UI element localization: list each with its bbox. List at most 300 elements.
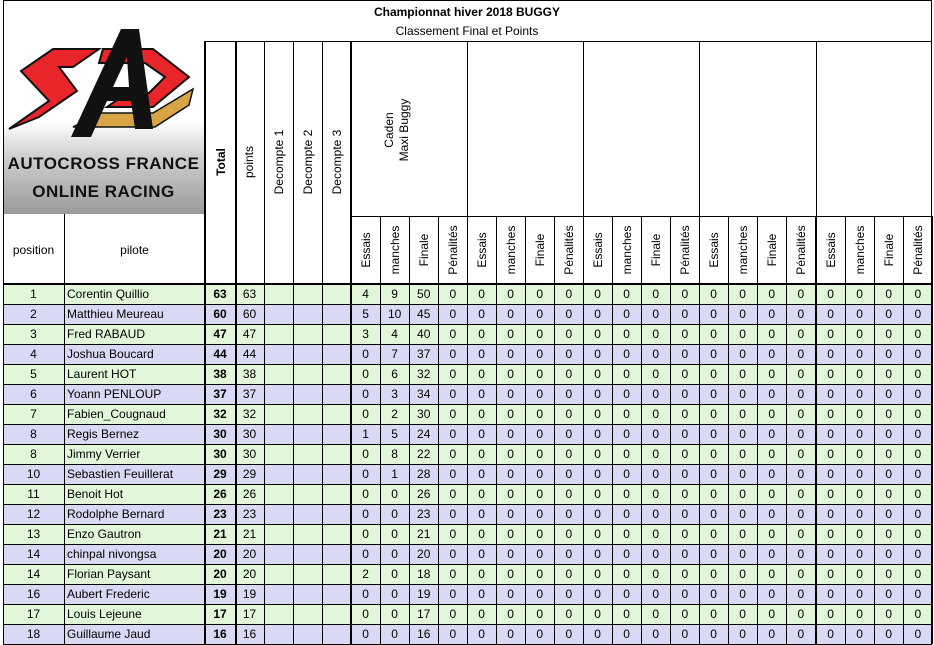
event-value-cell: 0 bbox=[827, 427, 834, 441]
event-value-cell: 0 bbox=[797, 387, 805, 401]
subheader-0: Essais bbox=[474, 232, 489, 268]
logo-emblem-icon bbox=[3, 9, 204, 159]
event-value-cell: 0 bbox=[914, 287, 922, 301]
event-value-cell: 0 bbox=[914, 567, 922, 581]
event-value-cell: 0 bbox=[768, 367, 776, 381]
event-value-cell: 0 bbox=[623, 327, 630, 341]
event-value-cell: 0 bbox=[362, 507, 369, 521]
event-value-cell: 0 bbox=[885, 407, 893, 421]
pilote-cell: Rodolphe Bernard bbox=[67, 507, 165, 521]
event-value-cell: 0 bbox=[914, 427, 922, 441]
total-cell: 26 bbox=[213, 487, 227, 501]
event-value-cell: 0 bbox=[391, 507, 398, 521]
event-value-cell: 0 bbox=[594, 367, 601, 381]
points-cell: 20 bbox=[242, 547, 257, 561]
event-value-cell: 0 bbox=[536, 347, 544, 361]
col-header-total: Total bbox=[214, 148, 228, 176]
event-value-cell: 0 bbox=[739, 367, 746, 381]
event-value-cell: 0 bbox=[594, 547, 601, 561]
event-value-cell: 0 bbox=[681, 527, 689, 541]
event-value-cell: 0 bbox=[507, 487, 514, 501]
subheader-2: Finale bbox=[532, 233, 547, 267]
event-value-cell: 0 bbox=[594, 467, 601, 481]
event-value-cell: 0 bbox=[478, 447, 485, 461]
subheader-0: Essais bbox=[358, 232, 373, 268]
event-value-cell: 0 bbox=[768, 527, 776, 541]
subheader-1: manches bbox=[387, 225, 402, 275]
event-value-cell: 0 bbox=[536, 307, 544, 321]
total-cell: 47 bbox=[213, 327, 227, 341]
pilote-cell: chinpal nivongsa bbox=[67, 547, 157, 561]
event-value-cell: 0 bbox=[885, 587, 893, 601]
event-value-cell: 0 bbox=[594, 387, 601, 401]
event-value-cell: 0 bbox=[507, 287, 514, 301]
event-value-cell: 0 bbox=[507, 627, 514, 641]
grid-vline bbox=[903, 216, 904, 644]
pos-cell: 14 bbox=[26, 547, 41, 561]
event-value-cell: 0 bbox=[565, 467, 573, 481]
event-value-cell: 10 bbox=[387, 307, 402, 321]
event-value-cell: 0 bbox=[623, 467, 630, 481]
event-value-cell: 0 bbox=[797, 607, 805, 621]
event-value-cell: 0 bbox=[827, 447, 834, 461]
event-value-cell: 0 bbox=[507, 527, 514, 541]
event-value-cell: 0 bbox=[710, 567, 717, 581]
event-value-cell: 0 bbox=[768, 387, 776, 401]
subheader-1: manches bbox=[503, 225, 518, 275]
subheader-2: Finale bbox=[764, 233, 779, 267]
total-cell: 60 bbox=[213, 307, 227, 321]
event-value-cell: 0 bbox=[565, 567, 573, 581]
event-value-cell: 0 bbox=[885, 467, 893, 481]
event-value-cell: 0 bbox=[827, 527, 834, 541]
event-value-cell: 0 bbox=[856, 367, 863, 381]
event-value-cell: 0 bbox=[565, 607, 573, 621]
total-cell: 30 bbox=[213, 447, 227, 461]
grid-vline bbox=[874, 216, 875, 644]
event-value-cell: 0 bbox=[536, 527, 544, 541]
event-value-cell: 0 bbox=[652, 367, 660, 381]
autocross-logo bbox=[3, 9, 204, 214]
event-value-cell: 0 bbox=[885, 427, 893, 441]
event-value-cell: 0 bbox=[739, 307, 746, 321]
pilote-cell: Florian Paysant bbox=[67, 567, 151, 581]
event-value-cell: 0 bbox=[449, 587, 457, 601]
subheader-0: Essais bbox=[590, 232, 605, 268]
event-value-cell: 0 bbox=[594, 567, 601, 581]
event-value-cell: 0 bbox=[478, 287, 485, 301]
event-value-cell: 0 bbox=[507, 447, 514, 461]
event-value-cell: 0 bbox=[827, 407, 834, 421]
event-value-cell: 0 bbox=[594, 307, 601, 321]
event-value-cell: 0 bbox=[856, 347, 863, 361]
event-value-cell: 0 bbox=[797, 287, 805, 301]
event-value-cell: 0 bbox=[536, 427, 544, 441]
event-value-cell: 20 bbox=[417, 547, 431, 561]
event-value-cell: 0 bbox=[768, 607, 776, 621]
pilote-cell: Guillaume Jaud bbox=[67, 627, 151, 641]
event-value-cell: 0 bbox=[623, 607, 630, 621]
event-value-cell: 0 bbox=[885, 627, 893, 641]
event-value-cell: 0 bbox=[507, 327, 514, 341]
event-value-cell: 0 bbox=[478, 547, 485, 561]
event-value-cell: 0 bbox=[739, 587, 746, 601]
event-value-cell: 0 bbox=[507, 567, 514, 581]
event-value-cell: 30 bbox=[417, 407, 431, 421]
event-value-cell: 17 bbox=[417, 607, 431, 621]
event-value-cell: 0 bbox=[710, 367, 717, 381]
event-value-cell: 21 bbox=[417, 527, 431, 541]
grid-vline bbox=[264, 41, 265, 644]
event-value-cell: 0 bbox=[391, 627, 398, 641]
event-value-cell: 0 bbox=[914, 307, 922, 321]
event-value-cell: 0 bbox=[478, 587, 485, 601]
event-value-cell: 0 bbox=[507, 507, 514, 521]
grid-hline bbox=[205, 41, 932, 42]
event-value-cell: 22 bbox=[417, 447, 431, 461]
event-value-cell: 0 bbox=[449, 447, 457, 461]
event-value-cell: 7 bbox=[391, 347, 398, 361]
event-value-cell: 0 bbox=[623, 487, 630, 501]
event-value-cell: 45 bbox=[417, 307, 431, 321]
event-value-cell: 0 bbox=[478, 387, 485, 401]
col-header-pilote: pilote bbox=[120, 243, 149, 257]
pos-cell: 18 bbox=[26, 627, 41, 641]
event-value-cell: 0 bbox=[681, 487, 689, 501]
event-value-cell: 0 bbox=[827, 287, 834, 301]
event-value-cell: 40 bbox=[417, 327, 431, 341]
grid-vline bbox=[3, 214, 4, 644]
event-value-cell: 0 bbox=[739, 427, 746, 441]
grid-vline bbox=[815, 216, 816, 644]
event-value-cell: 0 bbox=[856, 447, 863, 461]
event-value-cell: 0 bbox=[710, 347, 717, 361]
event-value-cell: 0 bbox=[827, 307, 834, 321]
grid-vline bbox=[728, 216, 729, 644]
event-value-cell: 0 bbox=[768, 307, 776, 321]
event-value-cell: 0 bbox=[623, 507, 630, 521]
event-value-cell: 0 bbox=[885, 547, 893, 561]
event-value-cell: 0 bbox=[681, 587, 689, 601]
event-value-cell: 0 bbox=[681, 507, 689, 521]
grid-vline bbox=[322, 41, 323, 644]
event-value-cell: 0 bbox=[681, 407, 689, 421]
event-value-cell: 0 bbox=[362, 447, 369, 461]
event-value-cell: 0 bbox=[507, 387, 514, 401]
event-value-cell: 0 bbox=[478, 527, 485, 541]
event-value-cell: 0 bbox=[710, 327, 717, 341]
pilote-cell: Corentin Quillio bbox=[67, 287, 150, 301]
event-value-cell: 0 bbox=[914, 487, 922, 501]
points-cell: 32 bbox=[242, 407, 257, 421]
event-value-cell: 0 bbox=[710, 407, 717, 421]
points-cell: 20 bbox=[242, 567, 257, 581]
event-value-cell: 0 bbox=[652, 607, 660, 621]
event-value-cell: 9 bbox=[391, 287, 398, 301]
event-value-cell: 0 bbox=[768, 407, 776, 421]
pilote-cell: Benoit Hot bbox=[67, 487, 124, 501]
event-value-cell: 0 bbox=[739, 527, 746, 541]
event-value-cell: 0 bbox=[507, 607, 514, 621]
event-value-cell: 0 bbox=[449, 427, 457, 441]
event-value-cell: 0 bbox=[594, 327, 601, 341]
event-value-cell: 0 bbox=[652, 487, 660, 501]
event-value-cell: 0 bbox=[391, 487, 398, 501]
event-value-cell: 0 bbox=[681, 387, 689, 401]
event-value-cell: 0 bbox=[507, 307, 514, 321]
points-cell: 17 bbox=[242, 607, 257, 621]
event-value-cell: 0 bbox=[594, 447, 601, 461]
pilote-cell: Enzo Gautron bbox=[67, 527, 142, 541]
pilote-cell: Laurent HOT bbox=[67, 367, 137, 381]
event-value-cell: 0 bbox=[478, 487, 485, 501]
subheader-1: manches bbox=[619, 225, 634, 275]
event-value-cell: 19 bbox=[417, 587, 431, 601]
event-value-cell: 0 bbox=[623, 447, 630, 461]
grid-vline bbox=[699, 216, 700, 644]
event-value-cell: 0 bbox=[507, 547, 514, 561]
event-value-cell: 0 bbox=[652, 467, 660, 481]
grid-vline bbox=[293, 41, 294, 644]
pilote-cell: Matthieu Meureau bbox=[67, 307, 164, 321]
event-value-cell: 0 bbox=[565, 307, 573, 321]
event-value-cell: 0 bbox=[739, 467, 746, 481]
subheader-3: Pénalités bbox=[445, 225, 460, 275]
event-value-cell: 0 bbox=[768, 447, 776, 461]
event-value-cell: 0 bbox=[885, 287, 893, 301]
event-value-cell: 0 bbox=[885, 507, 893, 521]
points-cell: 29 bbox=[242, 467, 257, 481]
event-value-cell: 0 bbox=[565, 487, 573, 501]
event-value-cell: 0 bbox=[914, 387, 922, 401]
grid-vline bbox=[3, 0, 4, 214]
event-value-cell: 0 bbox=[681, 627, 689, 641]
event-value-cell: 0 bbox=[594, 487, 601, 501]
grid-vline bbox=[757, 216, 758, 644]
grid-vline bbox=[380, 216, 381, 644]
event-value-cell: 0 bbox=[536, 447, 544, 461]
event-value-cell: 5 bbox=[391, 427, 398, 441]
event-value-cell: 0 bbox=[856, 507, 863, 521]
event-value-cell: 0 bbox=[739, 447, 746, 461]
event-value-cell: 0 bbox=[478, 367, 485, 381]
event-value-cell: 0 bbox=[449, 607, 457, 621]
event-value-cell: 0 bbox=[768, 567, 776, 581]
event-value-cell: 0 bbox=[681, 347, 689, 361]
event-value-cell: 0 bbox=[652, 427, 660, 441]
event-value-cell: 0 bbox=[739, 347, 746, 361]
event-value-cell: 26 bbox=[417, 487, 431, 501]
event-value-cell: 0 bbox=[623, 407, 630, 421]
event-value-cell: 0 bbox=[391, 547, 398, 561]
event-value-cell: 0 bbox=[797, 487, 805, 501]
event-value-cell: 16 bbox=[417, 627, 431, 641]
pilote-cell: Regis Bernez bbox=[67, 427, 140, 441]
points-cell: 63 bbox=[242, 287, 257, 301]
event-value-cell: 0 bbox=[449, 467, 457, 481]
event-value-cell: 0 bbox=[362, 347, 369, 361]
grid-vline bbox=[438, 216, 439, 644]
subheader-2: Finale bbox=[881, 233, 896, 267]
event-value-cell: 0 bbox=[710, 467, 717, 481]
event-value-cell: 0 bbox=[856, 407, 863, 421]
grid-vline bbox=[204, 41, 206, 644]
grid-vline bbox=[845, 216, 846, 644]
event-value-cell: 0 bbox=[362, 367, 369, 381]
event-value-cell: 0 bbox=[827, 547, 834, 561]
event-value-cell: 0 bbox=[768, 427, 776, 441]
event-value-cell: 0 bbox=[623, 287, 630, 301]
event-value-cell: 0 bbox=[536, 487, 544, 501]
event-value-cell: 0 bbox=[536, 607, 544, 621]
event-value-cell: 0 bbox=[856, 287, 863, 301]
event-value-cell: 0 bbox=[362, 407, 369, 421]
event-value-cell: 0 bbox=[681, 427, 689, 441]
event-value-cell: 0 bbox=[768, 287, 776, 301]
points-cell: 30 bbox=[242, 427, 257, 441]
event-value-cell: 0 bbox=[536, 627, 544, 641]
subheader-0: Essais bbox=[706, 232, 721, 268]
event-value-cell: 0 bbox=[623, 527, 630, 541]
event-value-cell: 0 bbox=[739, 287, 746, 301]
event-value-cell: 6 bbox=[391, 367, 398, 381]
event-value-cell: 0 bbox=[362, 627, 369, 641]
pos-cell: 12 bbox=[26, 507, 41, 521]
grid-vline bbox=[786, 216, 787, 644]
event-value-cell: 0 bbox=[739, 567, 746, 581]
pos-cell: 16 bbox=[26, 587, 41, 601]
pilote-cell: Fabien_Cougnaud bbox=[67, 407, 166, 421]
event-value-cell: 0 bbox=[797, 467, 805, 481]
event-value-cell: 0 bbox=[885, 307, 893, 321]
grid-vline bbox=[467, 216, 468, 644]
event-value-cell: 0 bbox=[565, 427, 573, 441]
event-value-cell: 0 bbox=[797, 587, 805, 601]
event-value-cell: 0 bbox=[914, 587, 922, 601]
points-cell: 44 bbox=[242, 347, 257, 361]
event-value-cell: 0 bbox=[856, 487, 863, 501]
col-header-points: points bbox=[242, 145, 256, 179]
event-value-cell: 0 bbox=[391, 587, 398, 601]
event-value-cell: 1 bbox=[362, 427, 369, 441]
event-value-cell: 0 bbox=[885, 367, 893, 381]
event-value-cell: 0 bbox=[827, 487, 834, 501]
event-value-cell: 0 bbox=[797, 507, 805, 521]
event-value-cell: 0 bbox=[797, 567, 805, 581]
race-name-line2: Maxi Buggy bbox=[397, 98, 411, 162]
event-value-cell: 0 bbox=[594, 407, 601, 421]
event-value-cell: 0 bbox=[449, 307, 457, 321]
col-header-decompte2: Decompte 2 bbox=[301, 129, 315, 195]
event-value-cell: 0 bbox=[652, 507, 660, 521]
event-value-cell: 0 bbox=[768, 327, 776, 341]
event-value-cell: 0 bbox=[478, 407, 485, 421]
event-value-cell: 0 bbox=[797, 527, 805, 541]
event-value-cell: 0 bbox=[623, 567, 630, 581]
event-value-cell: 0 bbox=[885, 607, 893, 621]
logo-line1: AUTOCROSS FRANCE bbox=[7, 154, 200, 173]
event-value-cell: 0 bbox=[623, 387, 630, 401]
pos-cell: 2 bbox=[30, 307, 37, 321]
total-cell: 17 bbox=[213, 607, 227, 621]
event-value-cell: 0 bbox=[391, 567, 398, 581]
event-value-cell: 0 bbox=[710, 587, 717, 601]
event-value-cell: 2 bbox=[362, 567, 369, 581]
grid-vline bbox=[612, 216, 613, 644]
event-value-cell: 0 bbox=[710, 607, 717, 621]
event-value-cell: 0 bbox=[623, 547, 630, 561]
pos-cell: 14 bbox=[26, 567, 41, 581]
total-cell: 20 bbox=[213, 567, 227, 581]
pos-cell: 7 bbox=[30, 407, 37, 421]
total-cell: 32 bbox=[213, 407, 227, 421]
sheet-title: Championnat hiver 2018 BUGGY bbox=[373, 5, 561, 19]
event-value-cell: 0 bbox=[565, 347, 573, 361]
grid-vline bbox=[670, 216, 671, 644]
event-value-cell: 0 bbox=[827, 587, 834, 601]
event-value-cell: 0 bbox=[594, 527, 601, 541]
points-cell: 38 bbox=[242, 367, 257, 381]
event-value-cell: 0 bbox=[768, 547, 776, 561]
event-value-cell: 0 bbox=[681, 367, 689, 381]
pilote-cell: Louis Lejeune bbox=[67, 607, 142, 621]
event-value-cell: 0 bbox=[885, 567, 893, 581]
grid-vline bbox=[932, 216, 933, 644]
subheader-0: Essais bbox=[823, 232, 838, 268]
grid-vline bbox=[816, 41, 817, 644]
event-value-cell: 0 bbox=[594, 347, 601, 361]
event-value-cell: 0 bbox=[507, 407, 514, 421]
subheader-3: Pénalités bbox=[793, 225, 808, 275]
event-value-cell: 0 bbox=[623, 587, 630, 601]
event-value-cell: 0 bbox=[710, 427, 717, 441]
pilote-cell: Joshua Boucard bbox=[67, 347, 154, 361]
pos-cell: 6 bbox=[30, 387, 37, 401]
event-value-cell: 0 bbox=[827, 607, 834, 621]
event-value-cell: 0 bbox=[449, 627, 457, 641]
event-value-cell: 0 bbox=[914, 327, 922, 341]
event-value-cell: 8 bbox=[391, 447, 398, 461]
event-value-cell: 0 bbox=[797, 627, 805, 641]
event-value-cell: 0 bbox=[362, 587, 369, 601]
event-value-cell: 0 bbox=[914, 607, 922, 621]
event-value-cell: 0 bbox=[856, 527, 863, 541]
event-value-cell: 0 bbox=[565, 627, 573, 641]
event-value-cell: 0 bbox=[652, 387, 660, 401]
grid-vline bbox=[409, 216, 410, 644]
event-value-cell: 0 bbox=[565, 547, 573, 561]
event-value-cell: 0 bbox=[652, 547, 660, 561]
event-value-cell: 0 bbox=[478, 567, 485, 581]
event-value-cell: 0 bbox=[536, 467, 544, 481]
event-value-cell: 0 bbox=[710, 387, 717, 401]
event-value-cell: 0 bbox=[856, 387, 863, 401]
event-value-cell: 0 bbox=[914, 507, 922, 521]
event-value-cell: 0 bbox=[768, 467, 776, 481]
event-value-cell: 0 bbox=[478, 427, 485, 441]
event-value-cell: 0 bbox=[710, 287, 717, 301]
event-value-cell: 24 bbox=[417, 427, 431, 441]
event-value-cell: 0 bbox=[478, 627, 485, 641]
event-value-cell: 0 bbox=[914, 347, 922, 361]
pos-cell: 11 bbox=[27, 487, 40, 501]
event-value-cell: 0 bbox=[827, 507, 834, 521]
event-value-cell: 0 bbox=[856, 607, 863, 621]
event-value-cell: 0 bbox=[536, 547, 544, 561]
event-value-cell: 0 bbox=[914, 627, 922, 641]
subheader-2: Finale bbox=[648, 233, 663, 267]
event-value-cell: 0 bbox=[914, 407, 922, 421]
